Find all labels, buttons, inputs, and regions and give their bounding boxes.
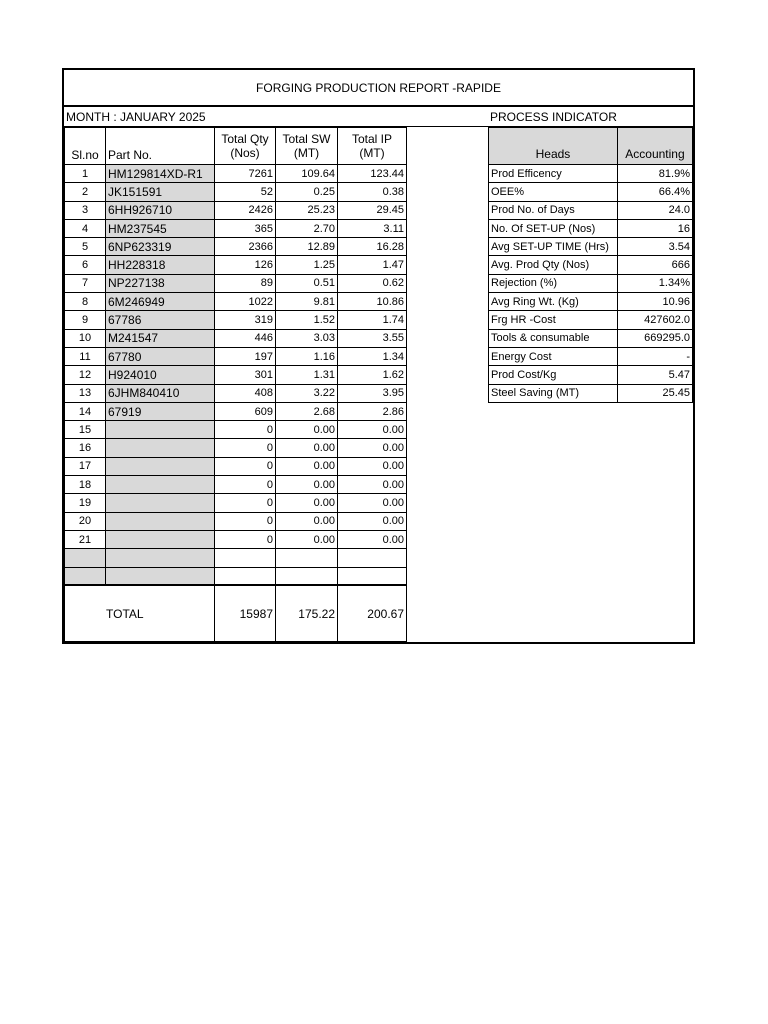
header-total-qty: Total Qty (Nos) (215, 128, 276, 165)
table-row (65, 439, 407, 457)
sw-cell: 0.00 (276, 530, 338, 548)
list-item (489, 219, 693, 237)
sw-cell: 0.00 (276, 476, 338, 494)
blank-qty-cell (215, 549, 276, 567)
table-row (65, 329, 407, 347)
ip-cell: 2.86 (338, 402, 407, 420)
indicator-value: 5.47 (617, 366, 692, 384)
table-row (65, 384, 407, 402)
qty-cell: 2366 (215, 238, 276, 256)
table-row (65, 512, 407, 530)
header-accounting: Accounting (617, 128, 692, 165)
part-no-cell (106, 512, 215, 530)
blank-qty-cell (215, 567, 276, 585)
sw-cell: 0.00 (276, 512, 338, 530)
ip-cell: 0.00 (338, 421, 407, 439)
sw-cell: 25.23 (276, 201, 338, 219)
blank-ip-cell (338, 567, 407, 585)
ip-cell: 1.47 (338, 256, 407, 274)
ip-cell: 3.11 (338, 219, 407, 237)
sw-cell: 0.00 (276, 421, 338, 439)
part-no-cell: 67919 (106, 402, 215, 420)
blank-part-cell (106, 567, 215, 585)
sl-cell: 7 (65, 274, 106, 292)
indicator-value: 427602.0 (617, 311, 692, 329)
sw-cell: 2.68 (276, 402, 338, 420)
sw-cell: 3.03 (276, 329, 338, 347)
indicator-value: 3.54 (617, 238, 692, 256)
part-no-cell: 6HH926710 (106, 201, 215, 219)
list-item (489, 256, 693, 274)
ip-cell: 16.28 (338, 238, 407, 256)
qty-cell: 197 (215, 347, 276, 365)
qty-cell: 89 (215, 274, 276, 292)
sl-cell: 15 (65, 421, 106, 439)
sl-cell: 8 (65, 293, 106, 311)
qty-cell: 0 (215, 439, 276, 457)
sw-cell: 0.00 (276, 457, 338, 475)
indicator-value: 669295.0 (617, 329, 692, 347)
list-item (489, 201, 693, 219)
table-row (65, 256, 407, 274)
indicator-head: Prod Efficency (489, 165, 618, 183)
qty-cell: 7261 (215, 165, 276, 183)
part-no-cell (106, 439, 215, 457)
blank-sl-cell (65, 549, 106, 567)
ip-cell: 1.62 (338, 366, 407, 384)
qty-cell: 2426 (215, 201, 276, 219)
month-label: MONTH : JANUARY 2025 (66, 110, 206, 124)
table-row (65, 183, 407, 201)
ip-cell: 0.00 (338, 512, 407, 530)
ip-cell: 1.74 (338, 311, 407, 329)
sl-cell: 12 (65, 366, 106, 384)
report-sheet (62, 68, 695, 644)
part-no-cell (106, 421, 215, 439)
sl-cell: 1 (65, 165, 106, 183)
sw-cell: 0.00 (276, 494, 338, 512)
table-row (65, 311, 407, 329)
qty-cell: 0 (215, 476, 276, 494)
list-item (489, 347, 693, 365)
ip-cell: 123.44 (338, 165, 407, 183)
sl-cell: 17 (65, 457, 106, 475)
table-row (65, 238, 407, 256)
indicator-head: No. Of SET-UP (Nos) (489, 219, 618, 237)
report-title: FORGING PRODUCTION REPORT -RAPIDE (64, 70, 693, 107)
sl-cell: 20 (65, 512, 106, 530)
blank-part-cell (106, 549, 215, 567)
indicator-head: Avg Ring Wt. (Kg) (489, 293, 618, 311)
table-row (65, 402, 407, 420)
qty-cell: 0 (215, 421, 276, 439)
sl-cell: 21 (65, 530, 106, 548)
production-table (64, 127, 407, 642)
sl-cell: 13 (65, 384, 106, 402)
sl-cell: 18 (65, 476, 106, 494)
indicator-value: 666 (617, 256, 692, 274)
total-qty: 15987 (215, 585, 276, 641)
part-no-cell (106, 476, 215, 494)
sl-cell: 11 (65, 347, 106, 365)
sw-cell: 1.25 (276, 256, 338, 274)
header-total-ip: Total IP (MT) (338, 128, 407, 165)
table-row (65, 347, 407, 365)
part-no-cell: JK151591 (106, 183, 215, 201)
indicator-value: 1.34% (617, 274, 692, 292)
sl-cell: 9 (65, 311, 106, 329)
indicator-head: Prod Cost/Kg (489, 366, 618, 384)
sl-cell: 16 (65, 439, 106, 457)
ip-cell: 0.00 (338, 439, 407, 457)
qty-cell: 609 (215, 402, 276, 420)
ip-cell: 0.00 (338, 457, 407, 475)
sw-cell: 0.00 (276, 439, 338, 457)
qty-cell: 0 (215, 457, 276, 475)
qty-cell: 1022 (215, 293, 276, 311)
indicator-value: 10.96 (617, 293, 692, 311)
ip-cell: 3.55 (338, 329, 407, 347)
process-header-row (489, 128, 693, 165)
qty-cell: 0 (215, 530, 276, 548)
list-item (489, 293, 693, 311)
production-header-row (65, 128, 407, 165)
process-indicator-table (488, 127, 693, 403)
sw-cell: 1.52 (276, 311, 338, 329)
list-item (489, 274, 693, 292)
header-part-no: Part No. (106, 128, 215, 165)
table-row (65, 421, 407, 439)
table-row (65, 219, 407, 237)
indicator-value: 24.0 (617, 201, 692, 219)
sw-cell: 3.22 (276, 384, 338, 402)
header-total-sw: Total SW (MT) (276, 128, 338, 165)
qty-cell: 408 (215, 384, 276, 402)
indicator-head: Energy Cost (489, 347, 618, 365)
indicator-head: Tools & consumable (489, 329, 618, 347)
indicator-value: 25.45 (617, 384, 692, 402)
month-row (64, 107, 693, 127)
total-sw: 175.22 (276, 585, 338, 641)
indicator-value: - (617, 347, 692, 365)
list-item (489, 366, 693, 384)
part-no-cell: HM237545 (106, 219, 215, 237)
ip-cell: 0.00 (338, 494, 407, 512)
blank-row (65, 549, 407, 567)
indicator-head: Rejection (%) (489, 274, 618, 292)
table-row (65, 457, 407, 475)
part-no-cell: NP227138 (106, 274, 215, 292)
sw-cell: 12.89 (276, 238, 338, 256)
qty-cell: 126 (215, 256, 276, 274)
ip-cell: 0.38 (338, 183, 407, 201)
qty-cell: 446 (215, 329, 276, 347)
part-no-cell (106, 494, 215, 512)
blank-sw-cell (276, 567, 338, 585)
sl-cell: 2 (65, 183, 106, 201)
table-row (65, 274, 407, 292)
indicator-head: Prod No. of Days (489, 201, 618, 219)
ip-cell: 0.00 (338, 476, 407, 494)
indicator-value: 66.4% (617, 183, 692, 201)
part-no-cell: HH228318 (106, 256, 215, 274)
table-row (65, 494, 407, 512)
indicator-value: 81.9% (617, 165, 692, 183)
sl-cell: 5 (65, 238, 106, 256)
part-no-cell: 6JHM840410 (106, 384, 215, 402)
part-no-cell: 67786 (106, 311, 215, 329)
part-no-cell: M241547 (106, 329, 215, 347)
qty-cell: 0 (215, 512, 276, 530)
indicator-head: Steel Saving (MT) (489, 384, 618, 402)
sw-cell: 2.70 (276, 219, 338, 237)
sw-cell: 109.64 (276, 165, 338, 183)
ip-cell: 10.86 (338, 293, 407, 311)
sl-cell: 19 (65, 494, 106, 512)
part-no-cell: H924010 (106, 366, 215, 384)
ip-cell: 29.45 (338, 201, 407, 219)
sw-cell: 9.81 (276, 293, 338, 311)
sl-cell: 10 (65, 329, 106, 347)
indicator-head: Avg. Prod Qty (Nos) (489, 256, 618, 274)
table-row (65, 476, 407, 494)
sl-cell: 3 (65, 201, 106, 219)
qty-cell: 319 (215, 311, 276, 329)
indicator-value: 16 (617, 219, 692, 237)
indicator-head: Frg HR -Cost (489, 311, 618, 329)
sw-cell: 1.31 (276, 366, 338, 384)
qty-cell: 365 (215, 219, 276, 237)
ip-cell: 0.00 (338, 530, 407, 548)
list-item (489, 183, 693, 201)
blank-row (65, 567, 407, 585)
indicator-head: Avg SET-UP TIME (Hrs) (489, 238, 618, 256)
sl-cell: 6 (65, 256, 106, 274)
blank-sl-cell (65, 567, 106, 585)
table-row (65, 165, 407, 183)
sw-cell: 0.25 (276, 183, 338, 201)
part-no-cell: HM129814XD-R1 (106, 165, 215, 183)
blank-sw-cell (276, 549, 338, 567)
total-row (65, 585, 407, 641)
list-item (489, 238, 693, 256)
part-no-cell (106, 457, 215, 475)
sw-cell: 0.51 (276, 274, 338, 292)
table-row (65, 530, 407, 548)
sw-cell: 1.16 (276, 347, 338, 365)
part-no-cell: 6M246949 (106, 293, 215, 311)
list-item (489, 311, 693, 329)
indicator-head: OEE% (489, 183, 618, 201)
part-no-cell (106, 530, 215, 548)
qty-cell: 301 (215, 366, 276, 384)
total-ip: 200.67 (338, 585, 407, 641)
list-item (489, 165, 693, 183)
table-row (65, 366, 407, 384)
table-row (65, 293, 407, 311)
header-sl-no: Sl.no (65, 128, 106, 165)
qty-cell: 0 (215, 494, 276, 512)
ip-cell: 0.62 (338, 274, 407, 292)
list-item (489, 384, 693, 402)
ip-cell: 3.95 (338, 384, 407, 402)
total-label: TOTAL (65, 585, 215, 641)
list-item (489, 329, 693, 347)
process-indicator-title: PROCESS INDICATOR (490, 110, 617, 124)
sl-cell: 14 (65, 402, 106, 420)
header-heads: Heads (489, 128, 618, 165)
qty-cell: 52 (215, 183, 276, 201)
part-no-cell: 6NP623319 (106, 238, 215, 256)
blank-ip-cell (338, 549, 407, 567)
ip-cell: 1.34 (338, 347, 407, 365)
sl-cell: 4 (65, 219, 106, 237)
part-no-cell: 67780 (106, 347, 215, 365)
table-row (65, 201, 407, 219)
